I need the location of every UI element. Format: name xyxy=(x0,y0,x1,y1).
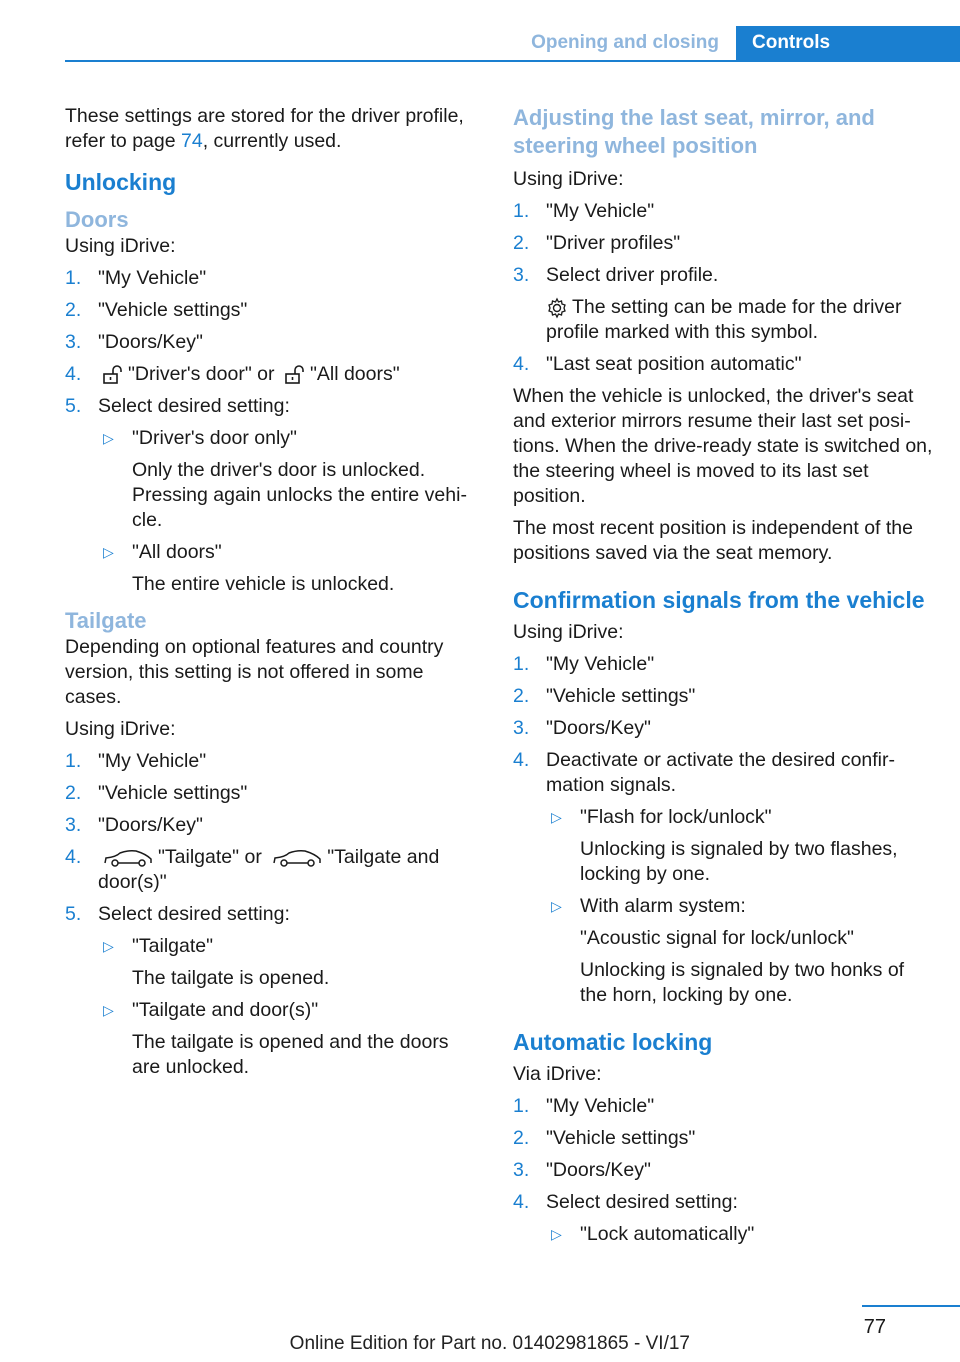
unlock-icon xyxy=(102,365,124,385)
step-number: 3. xyxy=(65,331,82,353)
step-text: "Doors/Key" xyxy=(546,717,651,739)
autolock-heading: Automatic locking xyxy=(513,1029,713,1055)
list-item xyxy=(513,716,933,741)
option-label: With alarm system: xyxy=(580,895,746,917)
step-text: Select desired setting: xyxy=(98,903,290,925)
list-item xyxy=(65,394,480,597)
step-text: "All doors" xyxy=(309,363,400,385)
list-item xyxy=(513,263,933,345)
header-section: Opening and closing xyxy=(531,32,719,53)
list-item xyxy=(513,1190,933,1247)
option-desc: The entire vehicle is unlocked. xyxy=(132,573,395,595)
step-number: 2. xyxy=(513,685,530,707)
doors-steps xyxy=(65,266,480,597)
step-text: "Vehicle settings" xyxy=(546,685,696,707)
step-number: 4. xyxy=(65,363,82,385)
edition-footer: Online Edition for Part no. 01402981865 - VI/17 xyxy=(289,1333,690,1354)
step-number: 4. xyxy=(513,749,530,771)
step-number: 2. xyxy=(513,232,530,254)
option-label: "Tailgate and door(s)" xyxy=(132,999,319,1021)
list-item xyxy=(65,902,480,1080)
page-link[interactable]: 74 xyxy=(181,130,203,152)
option-label: "Flash for lock/unlock" xyxy=(580,806,772,828)
adjust-para1: When the vehicle is unlocked, the driver's seat and exterior mirrors resume their last set posi‐tions. When the drive-ready state is switched on, the steering wheel is moved to its last set position. xyxy=(513,385,933,507)
doors-heading: Doors xyxy=(65,207,129,232)
car-icon xyxy=(102,848,154,868)
list-item xyxy=(65,298,480,323)
step-text: "My Vehicle" xyxy=(546,653,655,675)
list-item xyxy=(546,805,933,887)
step-number: 3. xyxy=(513,717,530,739)
step-text: "Tailgate and door(s)" xyxy=(98,846,440,893)
list-item xyxy=(65,781,480,806)
step-number: 3. xyxy=(65,814,82,836)
step3-note-text: The setting can be made for the driver profile marked with this symbol. xyxy=(546,296,902,343)
adjust-heading: Adjusting the last seat, mirror, and steering wheel position xyxy=(513,105,875,158)
confirm-heading: Confirmation signals from the vehicle xyxy=(513,587,925,613)
list-item xyxy=(513,1094,933,1119)
step-text: "Vehicle settings" xyxy=(546,1127,696,1149)
car-icon xyxy=(271,848,323,868)
option-label: "Tailgate" xyxy=(132,935,214,957)
step-number: 5. xyxy=(65,903,82,925)
list-item xyxy=(513,1158,933,1183)
left-column xyxy=(65,104,480,1087)
step-number: 2. xyxy=(513,1127,530,1149)
intro-text-a: These settings are stored for the driver profile, refer to page xyxy=(65,105,464,152)
step-text: "My Vehicle" xyxy=(546,1095,655,1117)
list-item xyxy=(98,540,480,597)
header-rule xyxy=(65,60,960,62)
tailgate-heading: Tailgate xyxy=(65,608,147,633)
list-item xyxy=(546,894,933,1008)
step-number: 4. xyxy=(513,1191,530,1213)
step-number: 1. xyxy=(513,653,530,675)
unlocking-heading: Unlocking xyxy=(65,169,177,195)
step-number: 5. xyxy=(65,395,82,417)
list-item xyxy=(65,813,480,838)
step3-note xyxy=(546,295,933,345)
intro-paragraph xyxy=(65,104,480,154)
option-label: "All doors" xyxy=(132,541,222,563)
step-text: "Doors/Key" xyxy=(98,331,203,353)
confirm-options xyxy=(546,805,933,1008)
autolock-options xyxy=(546,1222,933,1247)
step-text: Deactivate or activate the desired confir‐mation signals. xyxy=(546,749,896,796)
tailgate-using: Using iDrive: xyxy=(65,718,176,740)
confirm-using: Using iDrive: xyxy=(513,621,624,643)
step-number: 4. xyxy=(513,353,530,375)
bullet-triangle-icon: ▷ xyxy=(103,1002,114,1018)
bullet-triangle-icon: ▷ xyxy=(103,544,114,560)
header-chapter: Controls xyxy=(736,26,960,60)
step-text: Select driver profile. xyxy=(546,264,719,286)
tailgate-note: Depending on optional features and country version, this setting is not offered in some cases. xyxy=(65,636,444,708)
step-text: Select desired setting: xyxy=(546,1191,738,1213)
list-item xyxy=(98,934,480,991)
bullet-triangle-icon: ▷ xyxy=(103,430,114,446)
step-number: 4. xyxy=(65,846,82,868)
footer-rule xyxy=(862,1305,960,1307)
step-number: 1. xyxy=(513,1095,530,1117)
option-desc: Unlocking is signaled by two flashes, locking by one. xyxy=(580,838,898,885)
option-desc: "Acoustic signal for lock/unlock" xyxy=(580,927,854,949)
list-item xyxy=(513,748,933,1008)
list-item xyxy=(65,266,480,291)
bullet-triangle-icon: ▷ xyxy=(103,938,114,954)
doors-using: Using iDrive: xyxy=(65,235,176,257)
step-number: 1. xyxy=(65,267,82,289)
step-number: 3. xyxy=(513,1159,530,1181)
list-item xyxy=(65,330,480,355)
step-text: "Vehicle settings" xyxy=(98,299,248,321)
adjust-using: Using iDrive: xyxy=(513,168,624,190)
option-desc: Unlocking is signaled by two honks of the horn, locking by one. xyxy=(580,959,905,1006)
option-desc: The tailgate is opened and the doors are unlocked. xyxy=(132,1031,449,1078)
step-text: Select desired setting: xyxy=(98,395,290,417)
step-text: "Tailgate" or xyxy=(158,846,268,868)
step-text: "My Vehicle" xyxy=(98,267,207,289)
unlock-icon xyxy=(284,365,306,385)
adjust-para2: The most recent position is independent of the positions saved via the seat memory. xyxy=(513,517,913,564)
step-number: 2. xyxy=(65,782,82,804)
option-label: "Lock automatically" xyxy=(580,1223,755,1245)
tailgate-steps xyxy=(65,749,480,1080)
autolock-steps xyxy=(513,1094,933,1247)
doors-options xyxy=(98,426,480,597)
bullet-triangle-icon: ▷ xyxy=(551,898,562,914)
step-number: 3. xyxy=(513,264,530,286)
step-text: "My Vehicle" xyxy=(98,750,207,772)
profile-gear-icon xyxy=(546,297,568,319)
bullet-triangle-icon: ▷ xyxy=(551,809,562,825)
step-text: "Driver profiles" xyxy=(546,232,681,254)
list-item xyxy=(513,652,933,677)
intro-text-b: , currently used. xyxy=(202,130,342,152)
list-item xyxy=(513,684,933,709)
list-item xyxy=(513,352,933,377)
list-item xyxy=(513,1126,933,1151)
list-item xyxy=(513,199,933,224)
step-text: "Vehicle settings" xyxy=(98,782,248,804)
list-item xyxy=(98,998,480,1080)
option-label: "Driver's door only" xyxy=(132,427,297,449)
list-item xyxy=(65,845,480,895)
option-desc: Only the driver's door is unlocked. Pressing again unlocks the entire vehi‐cle. xyxy=(132,459,467,531)
step-text: "Doors/Key" xyxy=(546,1159,651,1181)
step-number: 1. xyxy=(65,750,82,772)
page-number: 77 xyxy=(863,1316,886,1338)
step-text: "My Vehicle" xyxy=(546,200,655,222)
step-number: 2. xyxy=(65,299,82,321)
confirm-steps xyxy=(513,652,933,1008)
list-item xyxy=(98,426,480,533)
list-item xyxy=(546,1222,933,1247)
list-item xyxy=(65,749,480,774)
step-text: "Last seat position automatic" xyxy=(546,353,802,375)
step-text: "Driver's door" or xyxy=(128,363,280,385)
bullet-triangle-icon: ▷ xyxy=(551,1226,562,1242)
autolock-using: Via iDrive: xyxy=(513,1063,602,1085)
step-text: "Doors/Key" xyxy=(98,814,203,836)
adjust-steps xyxy=(513,199,933,377)
tailgate-options xyxy=(98,934,480,1080)
right-column xyxy=(513,104,933,1254)
list-item xyxy=(65,362,480,387)
list-item xyxy=(513,231,933,256)
step-number: 1. xyxy=(513,200,530,222)
option-desc: The tailgate is opened. xyxy=(132,967,330,989)
